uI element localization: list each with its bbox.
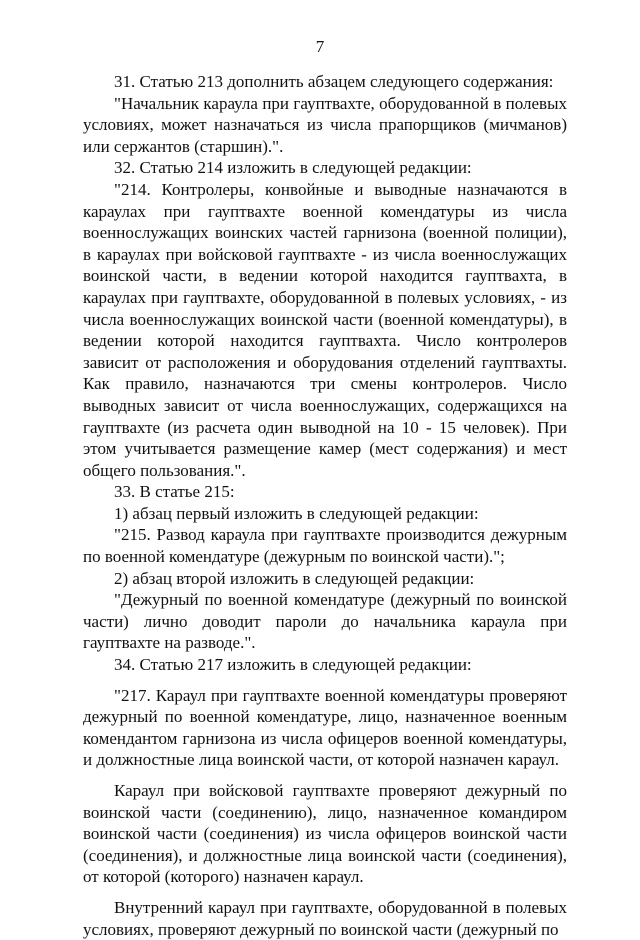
paragraph-34-intro: 34. Статью 217 изложить в следующей редакции: xyxy=(114,655,472,675)
paragraph-217-third: Внутренний караул при гауптвахте, оборудованной в полевых условиях, проверяют дежурный по воинской части (дежурный по xyxy=(83,897,567,939)
document-body xyxy=(83,71,567,940)
paragraph-33-intro: 33. В статье 215: xyxy=(114,482,235,502)
paragraph-217-second: Караул при войсковой гауптвахте проверяют дежурный по воинской части (соединению), лицо, назначенное командиром воинской части (соединения) из числа офицеров воинской части (соединения), и должностные лица воинской части (соединения), от которой (которого) назначен караул. xyxy=(83,781,567,887)
page-number: 7 xyxy=(315,37,325,56)
paragraph-215-second: "Дежурный по военной комендатуре (дежурный по воинской части) лично доводит пароли до начальника караула при гауптвахте на разводе.". xyxy=(83,590,567,653)
paragraph-33-item-2: 2) абзац второй изложить в следующей редакции: xyxy=(114,568,475,588)
paragraph-32-intro: 32. Статью 214 изложить в следующей редакции: xyxy=(114,158,472,178)
paragraph-33-item-1: 1) абзац первый изложить в следующей редакции: xyxy=(114,503,479,523)
paragraph-214-text: "214. Контролеры, конвойные и выводные назначаются в караулах при гауптвахте военной комендатуры из числа военнослужащих воинских частей гарнизона (военной полиции), в караулах при войсковой гауптвахте - из числа военнослужащих воинской части, в ведении которой находится гауптвахта, в караулах при гауптвахте, оборудованной в полевых условиях, - из числа военнослужащих воинской части (военной комендатуры), в ведении которой находится гауптвахта. Число контролеров зависит от расположения и оборудования отделений гауптвахты. Как правило, назначаются три смены контролеров. Число выводных зависит от числа военнослужащих, содержащихся на гауптвахте (из расчета один выводной на 10 - 15 человек). При этом учитывается размещение камер (мест содержания) и мест общего пользования.". xyxy=(83,179,567,480)
paragraph-213-addition: "Начальник караула при гауптвахте, оборудованной в полевых условиях, может назначаться из числа прапорщиков (мичманов) или сержантов (старшин).". xyxy=(83,93,567,156)
paragraph-217-text: "217. Караул при гауптвахте военной комендатуры проверяют дежурный по военной комендатуре, лицо, назначенное военным комендантом гарнизона из числа офицеров военной комендатуры, и должностные лица воинской части, от которой назначен караул. xyxy=(83,685,567,770)
paragraph-31-intro: 31. Статью 213 дополнить абзацем следующего содержания: xyxy=(114,72,554,91)
paragraph-215-text: "215. Развод караула при гауптвахте производится дежурным по военной комендатуре (дежурным по воинской части)."; xyxy=(83,525,567,567)
